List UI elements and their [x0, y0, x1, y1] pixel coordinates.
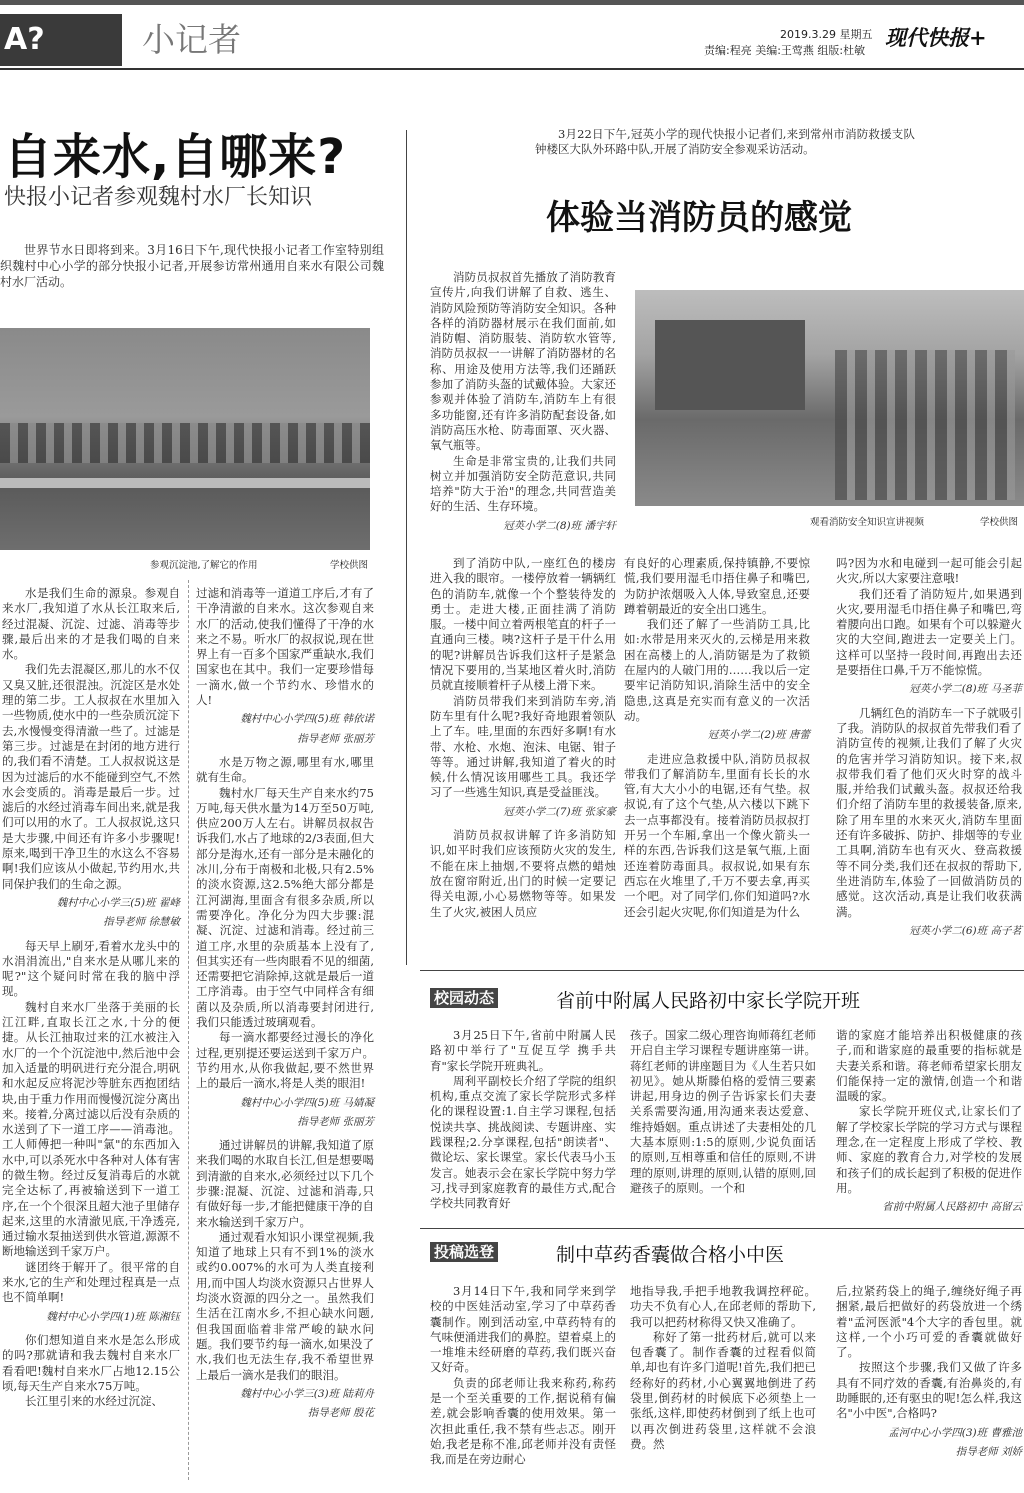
teacher-signature: 指导老师 刘娇: [955, 1445, 1022, 1458]
author-signature: 省前中附属人民路初中 高留云: [882, 1201, 1022, 1214]
paragraph: 消防员带我们来到消防车旁,消防车里有什么呢?我好奇地跟着领队上了车。哇,里面的东西好多啊!有水带、水枪、水炮、泡沫、电锯、钳子等等。通过讲解,我知道了着火的时候,什么情况该用哪些工具。我还学习了一些逃生知识,真是受益匪浅。: [430, 693, 616, 800]
paper-logo: 现代快报+: [885, 25, 987, 50]
author-signature: 冠英小学二(2)班 唐蕾: [707, 729, 810, 742]
article4-column-2: [630, 1284, 816, 1452]
article2-intro-column: [430, 270, 616, 542]
teacher-signature: 指导老师 徐慧敏: [103, 916, 180, 929]
editors-line: 责编:程亮 美编:王莺燕 组版:杜敏: [704, 44, 866, 57]
vertical-divider: [406, 130, 407, 965]
author-signature: 冠英小学二(8)班 马圣菲: [909, 683, 1022, 696]
paragraph: 我们还看了消防短片,如果遇到火灾,要用湿毛巾捂住鼻子和嘴巴,弯着腰向出口跑。如果有个可以躲避火灾的大空间,跑进去一定要关上门。这样可以坚持一段时间,再跑出去还是要捂住口鼻,千万不能惊慌。: [836, 586, 1022, 678]
paragraph: 生命是非常宝贵的,让我们共同树立并加强消防安全防范意识,共同培养"防大于治"的理念,共同营造美好的生活、生存环境。: [430, 453, 616, 514]
paragraph: 通过观看水知识小课堂视频,我知道了地球上只有不到1%的淡水或约0.007%的水可为人类直接利用,而中国人均淡水资源只占世界人均淡水资源的四分之一。虽然我们生活在江南水乡,不担心缺水问题,但我国面临着非常严峻的缺水问题。我们要节约每一滴水,如果没了水,我们也无法生存,我不希望世界上最后一滴水是我们的眼泪。: [196, 1229, 374, 1382]
paragraph: 到了消防中队,一座红色的楼房进入我的眼帘。一楼停放着一辆辆红色的消防车,就像一个个整装待发的勇士。走进大楼,正面挂满了消防服。一楼中间立着两根笔直的杆子一直通向三楼。咦?这杆子是干什么用的呢?讲解员告诉我们这杆子是紧急情况下要用的,当某地区着火时,消防员就直接顺着杆子从楼上滑下来。: [430, 556, 616, 693]
section-divider: [420, 970, 1024, 971]
article3-column-3: [836, 1028, 1022, 1224]
paragraph: 孩子。国家二级心理咨询师蒋红老师开启自主学习课程专题讲座第一讲。蒋红老师的讲座题目为《人生若只如初见》。她从斯滕伯格的爱情三要素讲起,用身边的例子告诉家长们夫妻关系需要沟通,用沟通来表达爱意、维持婚姻。重点讲述了夫妻相处的几大基本原则:1:5的原则,少说负面话的原则,互相尊重和信任的原则,不讲理的原则,讲理的原则,认错的原则,回避孩子的原则。一个和: [630, 1028, 816, 1195]
section-name: 小记者: [142, 20, 241, 59]
article3-title: 省前中附属人民路初中家长学院开班: [556, 990, 861, 1012]
paragraph: 每天早上刷牙,看着水龙头中的水涓涓流出,"自来水是从哪儿来的呢?"这个疑问时常在我的脑中浮现。: [2, 938, 180, 999]
article4-tag: 投稿选登: [430, 1242, 498, 1262]
entry: [624, 752, 810, 920]
paragraph: 长江里引来的水经过沉淀、: [25, 1394, 163, 1409]
paragraph: 3月25日下午,省前中附属人民路初中举行了"互促互学 携手共育"家长学院开班典礼。: [430, 1028, 616, 1073]
article3-tag: 校园动态: [430, 988, 498, 1008]
article1-column-1: [2, 586, 180, 1409]
vertical-divider: [188, 580, 189, 1480]
paragraph: 负责的邱老师让我来称药,称药是一个至关重要的工作,据说稍有偏差,就会影响香囊的使用效果。第一次担此重任,我不禁有些忐忑。刚开始,我老是称不准,邱老师并没有责怪我,而是在旁边耐心: [430, 1375, 616, 1467]
entry: [430, 828, 616, 920]
paragraph: 按照这个步骤,我们又做了许多具有不同疗效的香囊,有治鼻炎的,有助睡眠的,还有驱虫的呢!怎么样,我这名"小中医",合格吗?: [836, 1360, 1022, 1421]
paragraph: 称好了第一批药材后,就可以来包香囊了。制作香囊的过程看似简单,却也有许多门道呢!首先,我们把已经称好的药材,小心翼翼地倒进了药袋里,倒药材的时候底下必须垫上一张纸,这样,即使药材倒到了纸上也可以再次倒进药袋里,这样就不会浪费。然: [630, 1329, 816, 1451]
article3-column-2: [630, 1028, 816, 1196]
article4-column-3: [836, 1284, 1022, 1468]
entry: [430, 270, 616, 534]
paragraph: 我们先去混凝区,那儿的水不仅又臭又脏,还很混浊。沉淀区是水处理的第二步。工人叔叔在水里加入一些物质,使水中的一些杂质沉淀下去,水慢慢变得清澈一些了。过滤是第三步。过滤是在封闭的地方进行的,我们看不清楚。工人叔叔说这是因为过滤后的水不能碰到空气,不然水会变质的。消毒是最后一步。过滤后的水经过消毒车间出来,就是我们可以用的水了。工人叔叔说,这只是大步骤,中间还有许多小步骤呢!原来,喝到干净卫生的水这么不容易啊!我们应该从小做起,节约用水,共同保护我们的生命之源。: [2, 662, 180, 891]
teacher-signature: 指导老师 张丽芳: [297, 1115, 374, 1128]
entry: [2, 586, 180, 931]
author-signature: 魏村中心小学三(5)班 翟峰: [56, 896, 180, 909]
article1-title: 自来水,自哪来?: [4, 129, 347, 185]
section-code: A?: [0, 14, 122, 66]
article2-column-3: [836, 556, 1022, 947]
paragraph: 消防员叔叔讲解了许多消防知识,如平时我们应该预防火灾的发生,不能在床上抽烟,不要将点燃的蜡烛放在窗帘附近,出门的时候一定要记得关电源,小心易燃物等等。如果发生了火灾,被困人员应: [430, 828, 616, 919]
paragraph: 你们想知道自来水是怎么形成的吗?那就请和我去魏村自来水厂看看吧!魏村自来水厂占地12.15公顷,每天生产自来水75万吨。: [2, 1332, 180, 1393]
article3-column-1: [430, 1028, 616, 1212]
paragraph: 谐的家庭才能培养出积极健康的孩子,而和谐家庭的最重要的指标就是夫妻关系和谐。蒋老师希望家长朋友们能保持一定的激情,创造一个和谐温暖的家。: [836, 1028, 1022, 1104]
paragraph: 魏村水厂每天生产自来水约75万吨,每天供水量为14万至50万吨,供应200万人左右。讲解员叔叔告诉我们,水占了地球的2/3表面,但大部分是海水,还有一部分是未融化的冰川,分布于南极和北极,只有2.5%的淡水资源,这2.5%绝大部分都是江河湖海,里面含有很多杂质,所以需要净化。净化分为四大步骤:混凝、沉淀、过滤和消毒。经过前三道工序,水里的杂质基本上没有了,但其实还有一些肉眼看不见的细菌,还需要把它消除掉,这就是最后一道工序消毒。由于空气中同样含有细菌以及杂质,所以消毒要封闭进行,我们只能透过玻璃观看。: [196, 785, 374, 1030]
author-signature: 冠英小学二(6)班 高子茗: [909, 924, 1022, 937]
article4-title: 制中草药香囊做合格小中医: [556, 1244, 785, 1266]
author-signature: 魏村中心小学四(5)班 韩依诺: [240, 713, 374, 726]
entry: [196, 1138, 374, 1421]
paragraph: 过滤和消毒等一道道工序后,才有了干净清澈的自来水。这次参观自来水厂的活动,使我们懂得了干净的水来之不易。听水厂的叔叔说,现在世界上有一百多个国家严重缺水,我们国家也在其中。我们一定要珍惜每一滴水,做一个节约水、珍惜水的人!: [196, 586, 374, 708]
teacher-signature: 指导老师 张丽芳: [297, 732, 374, 745]
author-signature: 冠英小学二(7)班 张家豪: [503, 805, 616, 818]
article1-column-2: [196, 586, 374, 1429]
article2-photo-caption: 观看消防安全知识宣讲视频: [810, 517, 925, 528]
paragraph: 魏村自来水厂坐落于美丽的长江江畔,直取长江之水,十分的便捷。从长江抽取过来的江水被注入水厂的一个个沉淀池中,然后池中会加入适量的明矾进行充分混合,明矾和水起反应将泥沙等脏东西抱团结块,由于重力作用而慢慢沉淀分离出来。接着,分离过滤以后没有杂质的水送到了下一道工序——消毒池。工人师傅把一种叫"氯"的东西加入水中,可以杀死水中各种对人体有害的微生物。经过反复消毒后的水就完全达标了,再被输送到下一道工序,在一个个很深且超大池子里储存起来,这里的水清澈见底,干净透亮,通过输水泵抽送到供水管道,源源不断地输送到千家万户。: [2, 999, 180, 1259]
article1-photo: [0, 328, 370, 550]
entry: [624, 556, 810, 744]
article4-column-1: [430, 1284, 616, 1468]
paragraph: 谜团终于解开了。很平常的自来水,它的生产和处理过程真是一点也不简单啊!: [2, 1259, 180, 1305]
entry: [836, 706, 1022, 939]
paragraph: 每一滴水都要经过漫长的净化过程,更别提还要运送到千家万户。节约用水,从你我做起,要不然世界上的最后一滴水,将是人类的眼泪!: [196, 1030, 374, 1091]
teacher-signature: 指导老师 殷花: [307, 1407, 374, 1420]
paragraph: 吗?因为水和电碰到一起可能会引起火灾,所以大家要注意哦!: [836, 556, 1022, 586]
author-signature: 冠英小学二(8)班 潘宇轩: [503, 519, 616, 532]
article2-photo: [635, 290, 1024, 506]
article2-column-2: [624, 556, 810, 920]
article1-photo-credit: 学校供图: [330, 560, 369, 571]
paragraph: 周利平副校长介绍了学院的组织机构,重点交流了家长学院形式多样化的课程设置:1.自主学习课程,包括悦读共享、挑战阅读、专题讲座、实践课程;2.分享课程,包括"朗读者"、微论坛、家长课堂。家长代表马小玉发言。她表示会在家长学院中努力学习,找寻到家庭教育的最佳方式,配合学校共同教育好: [430, 1073, 616, 1211]
author-signature: 魏村中心小学三(3)班 陆莉舟: [240, 1387, 374, 1400]
paragraph: 走进应急救援中队,消防员叔叔带我们了解消防车,里面有长长的水管,有大大小小的电锯,还有气垫。叔叔说,有了这个气垫,从六楼以下跳下去一点事都没有。接着消防员叔叔打开另一个车厢,拿出一个像火箭头一样的东西,告诉我们这是氧气瓶,上面还连着防毒面具。叔叔说,如果有东西忘在火堆里了,千万不要去拿,再买一个吧。对了同学们,你们知道吗?水还会引起火灾呢,你们知道是为什么: [624, 751, 810, 919]
paragraph: 我们还了解了一些消防工具,比如:水带是用来灭火的,云梯是用来救困在高楼上的人,消防锯是为了救锁在屋内的人破门用的……我以后一定要牢记消防知识,消除生活中的安全隐患,这真是充实而有意义的一次活动。: [624, 617, 810, 723]
author-signature: 魏村中心小学四(1)班 陈湘钰: [46, 1310, 180, 1323]
article1-photo-caption: 参观沉淀池,了解它的作用: [150, 560, 258, 571]
paragraph: 几辆红色的消防车一下子就吸引了我。消防队的叔叔首先带我们看了消防宣传的视频,让我们了解了火灾的危害并学习消防知识。接下来,叔叔带我们看了他们灭火时穿的战斗服,并给我们试戴头盔。叔叔还给我们介绍了消防车里的救援装备,原来,除了用车里的水来灭火,消防车里面还有许多破拆、防护、排烟等的专业工具啊,消防车也有灭火、登高救援等不同分类,我们还在叔叔的帮助下,坐进消防车,体验了一回做消防员的感觉。这次活动,真是让我们收获满满。: [836, 705, 1022, 919]
paragraph: 3月14日下午,我和同学来到学校的中医娃活动室,学习了中草药香囊制作。刚到活动室,中草药特有的气味便涌进我们的鼻腔。望着桌上的一堆堆未经研磨的草药,我们既兴奋又好奇。: [430, 1284, 616, 1375]
intro-text: 3月22日下午,冠英小学的现代快报小记者们,来到常州市消防救援支队钟楼区大队外环路中队,开展了消防安全参观采访活动。: [535, 127, 915, 157]
entry: [2, 939, 180, 1325]
article2-photo-credit: 学校供图: [980, 517, 1019, 528]
paragraph: 消防员叔叔首先播放了消防教育宣传片,向我们讲解了自救、逃生、消防风险预防等消防安全知识。各种各样的消防器材展示在我们面前,如消防帽、消防服装、消防软水管等,消防员叔叔一一讲解了消防器材的名称、用途及使用方法等,我们还踊跃参加了消防头盔的试戴体验。大家还参观并体验了消防车,消防车上有很多功能窗,还有许多消防配套设备,如消防高压水枪、防毒面罩、灭火器、氧气瓶等。: [430, 270, 616, 453]
entry: [836, 556, 1022, 698]
article1-lead: [0, 242, 384, 290]
article2-title: 体验当消防员的感觉: [546, 198, 852, 238]
issue-date: 2019.3.29 星期五: [780, 28, 873, 41]
article1-subtitle: 快报小记者参观魏村水厂长知识: [4, 185, 313, 210]
paragraph: 家长学院开班仪式,让家长们了解了学校家长学院的学习方式与课程理念,在一定程度上形成了学校、教师、家庭的教育合力,对学校的发展和孩子们的成长起到了积极的促进作用。: [836, 1104, 1022, 1195]
lead-text: 世界节水日即将到来。3月16日下午,现代快报小记者工作室特别组织魏村中心小学的部分快报小记者,开展参访常州通用自来水有限公司魏村水厂活动。: [0, 243, 384, 289]
paragraph: 有良好的心理素质,保持镇静,不要惊慌,我们要用湿毛巾捂住鼻子和嘴巴,为防护浓烟吸入人体,导致窒息,还要蹲着朝最近的安全出口逃生。: [624, 556, 810, 616]
article2-intro: [535, 127, 915, 158]
entry: [196, 755, 374, 1130]
header-divider: [0, 68, 1024, 70]
paragraph: 水是我们生命的源泉。参观自来水厂,我知道了水从长江取来后,经过混凝、沉淀、过滤、消毒等步骤,最后出来的才是我们喝的自来水。: [2, 586, 180, 662]
paragraph: 水是万物之源,哪里有水,哪里就有生命。: [196, 754, 374, 785]
entry: [196, 586, 374, 747]
paragraph: 地指导我,手把手地教我调控秤砣。功夫不负有心人,在邱老师的帮助下,我可以把药材称得又快又准确了。: [630, 1284, 816, 1329]
section-divider: [420, 1228, 1024, 1229]
article2-column-1: [430, 556, 616, 920]
top-bar: [0, 0, 1024, 5]
author-signature: 孟河中心小学四(3)班 曹雅池: [888, 1426, 1022, 1439]
entry: [2, 1333, 180, 1409]
paragraph: 通过讲解员的讲解,我知道了原来我们喝的水取自长江,但是想要喝到清澈的自来水,必须经过以下几个步骤:混凝、沉淀、过滤和消毒,只有做好每一步,才能把健康干净的自来水输送到千家万户。: [196, 1138, 374, 1229]
author-signature: 魏村中心小学四(5)班 马婧凝: [240, 1096, 374, 1109]
entry: [430, 556, 616, 820]
paragraph: 后,拉紧药袋上的绳子,缠绕好绳子再捆紧,最后把做好的药袋放进一个绣着"孟河医派"4个大字的香包里。就这样,一个小巧可爱的香囊就做好了。: [836, 1284, 1022, 1360]
